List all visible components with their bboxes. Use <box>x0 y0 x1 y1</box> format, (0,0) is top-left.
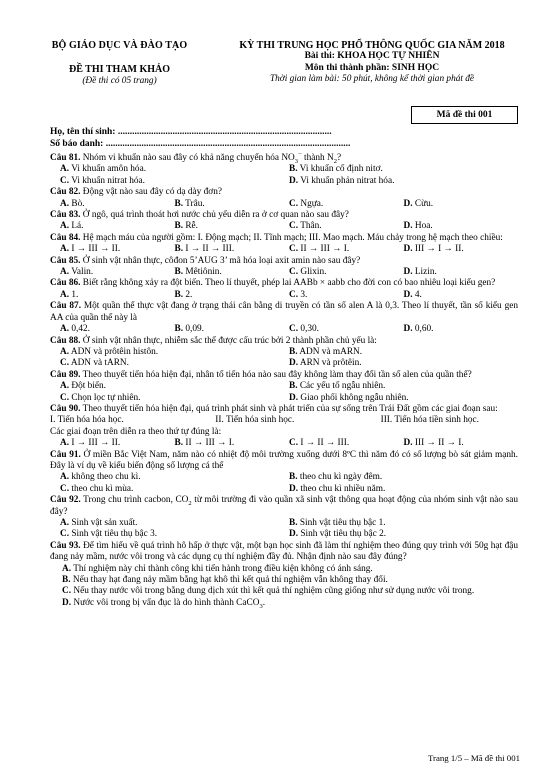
option-93d: D. Nước vôi trong bị vẩn đục là do hình thành CaCO$_3$. <box>62 597 266 610</box>
question-90-prompt: Các giai đoạn trên diễn ra theo thứ tự đúng là: <box>50 426 222 437</box>
options-85: A. Valin. B. Mêtiônin. C. Glixin. D. Lizin. <box>60 267 437 278</box>
options-91b: C. theo chu kì mùa. D. theo chu kì nhiều năm. <box>60 483 386 494</box>
options-81a: A. Vi khuẩn amôn hóa. B. Vi khuẩn cố định nitơ. <box>60 164 383 175</box>
exam-type: ĐỀ THI THAM KHẢO <box>68 64 171 76</box>
stages-90: I. Tiến hóa hóa học. II. Tiến hóa sinh học. III. Tiến hóa tiền sinh học. <box>50 415 479 426</box>
subject-group: Bài thi: KHOA HỌC TỰ NHIÊN <box>304 51 440 62</box>
options-91a: A. không theo chu kì. B. theo chu kì ngày đêm. <box>60 472 383 483</box>
option-93a: A. Thí nghiệm này chỉ thành công khi tiến hành trong điều kiện không có ánh sáng. <box>62 563 373 574</box>
page-footer: Trang 1/5 – Mã đề thi 001 <box>427 753 520 763</box>
question-83: Câu 83. Ở ngô, quá trình thoát hơi nước chủ yếu diễn ra ở cơ quan nào sau đây? <box>50 210 349 221</box>
exam-code-box: Mã đề thi 001 <box>411 106 518 124</box>
options-83: A. Lá. B. Rễ. C. Thân. D. Hoa. <box>60 221 433 232</box>
candidate-name-line: Họ, tên thí sinh: .......................................................................................... <box>50 127 332 137</box>
question-91: Câu 91. Ở miền Bắc Việt Nam, năm nào có nhiệt độ môi trường xuống dưới 8ºC thì năm đó có số lượng bò sát giảm mạnh. Đây là ví dụ về kiểu biến động số lượng cá thể <box>50 449 519 471</box>
header-right <box>222 40 522 86</box>
header-left <box>22 40 217 87</box>
options-81b: C. Vi khuẩn nitrat hóa. D. Vi khuẩn phản nitrat hóa. <box>60 175 395 186</box>
option-93c: C. Nếu thay nước vôi trong bằng dung dịch xút thì kết quả thí nghiệm cũng giống như sử dụng nước vôi trong. <box>62 586 475 597</box>
options-87: A. 0,42. B. 0,09. C. 0,30. D. 0,60. <box>60 324 434 335</box>
options-84: A. I → III → II. B. I → II → III. C. II → III → I. D. III → I → II. <box>60 244 464 255</box>
subject-name: Môn thi thành phần: SINH HỌC <box>304 62 440 73</box>
options-89b: C. Chọn lọc tự nhiên. D. Giao phối không ngẫu nhiên. <box>60 392 409 403</box>
question-85: Câu 85. Ở sinh vật nhân thực, côđon 5’AUG 3’ mã hóa loại axit amin nào sau đây? <box>50 255 361 266</box>
options-92a: A. Sinh vật sản xuất. B. Sinh vật tiêu thụ bậc 1. <box>60 518 386 528</box>
question-87: Câu 87. Một quần thể thực vật đang ở trạng thái cân bằng di truyền có tần số alen A là 0,3. Theo lí thuyết, tần số kiểu gen AA của quần thể này là <box>50 301 518 323</box>
ministry-name: BỘ GIÁO DỤC VÀ ĐÀO TẠO <box>51 40 188 51</box>
question-90: Câu 90. Theo thuyết tiến hóa hiện đại, quá trình phát sinh và phát triển của sự sống trên Trái Đất gồm các giai đoạn sau: <box>50 403 498 414</box>
exam-title: KỲ THI TRUNG HỌC PHỔ THÔNG QUỐC GIA NĂM 2018 <box>239 40 505 51</box>
options-92b: C. Sinh vật tiêu thụ bậc 3. D. Sinh vật tiêu thụ bậc 2. <box>60 529 387 540</box>
question-92: Câu 92. Trong chu trình cacbon, $CO_2$ từ môi trường đi vào quần xã sinh vật thông qua hoạt động của nhóm sinh vật nào sau đây? <box>50 495 518 517</box>
options-90: A. I → III → II. B. II → III → I. C. I → II → III. D. III → II → I. <box>60 438 464 449</box>
page-note: (Đề thi có 05 trang) <box>82 75 157 86</box>
options-88b: C. ADN và tARN. D. ARN và prôtêin. <box>60 358 362 369</box>
time-limit: Thời gian làm bài: 50 phút, không kể thời gian phát đề <box>269 74 475 85</box>
options-89a: A. Đột biến. B. Các yếu tố ngẫu nhiên. <box>60 381 386 392</box>
question-93: Câu 93. Để tìm hiểu về quá trình hô hấp ở thực vật, một bạn học sinh đã làm thí nghiệm theo đúng quy trình với 50g hạt đậu đang nảy mầm, nước vôi trong và các dụng cụ thí nghiệm đầy đủ. Nhận định nào sau đây đúng? <box>50 540 519 563</box>
question-82: Câu 82. Động vật nào sau đây có dạ dày đơn? <box>50 187 222 198</box>
options-86: A. 1. B. 2. C. 3. D. 4. <box>60 289 422 300</box>
question-86: Câu 86. Biết rằng không xảy ra đột biến. Theo lí thuyết, phép lai AABb × aabb cho đời con có bao nhiêu loại kiểu gen? <box>50 278 496 289</box>
option-93b: B. Nếu thay hạt đang nảy mầm bằng hạt khô thì kết quả thí nghiệm vẫn không thay đổi. <box>62 575 388 586</box>
options-88a: A. ADN và prôtêin histôn. B. ADN và mARN. <box>60 346 363 357</box>
question-81: Câu 81. Nhóm vi khuẩn nào sau đây có khả năng chuyển hóa $NO_3^-$ thành $N_2$? <box>50 150 342 165</box>
question-84: Câu 84. Hệ mạch máu của người gồm: I. Động mạch; II. Tĩnh mạch; III. Mao mạch. Máu chảy trong hệ mạch theo chiều: <box>50 232 503 243</box>
options-82: A. Bò. B. Trâu. C. Ngựa. D. Cừu. <box>60 198 434 209</box>
question-88: Câu 88. Ở sinh vật nhân thực, nhiễm sắc thể được cấu trúc bởi 2 thành phần chủ yếu là: <box>50 335 377 346</box>
questions <box>50 150 519 610</box>
candidate-id-line: Số báo danh: ....................................................................................................... <box>50 139 351 149</box>
question-89: Câu 89. Theo thuyết tiến hóa hiện đại, nhân tố tiến hóa nào sau đây không làm thay đổi tần số alen của quần thể? <box>50 369 472 380</box>
